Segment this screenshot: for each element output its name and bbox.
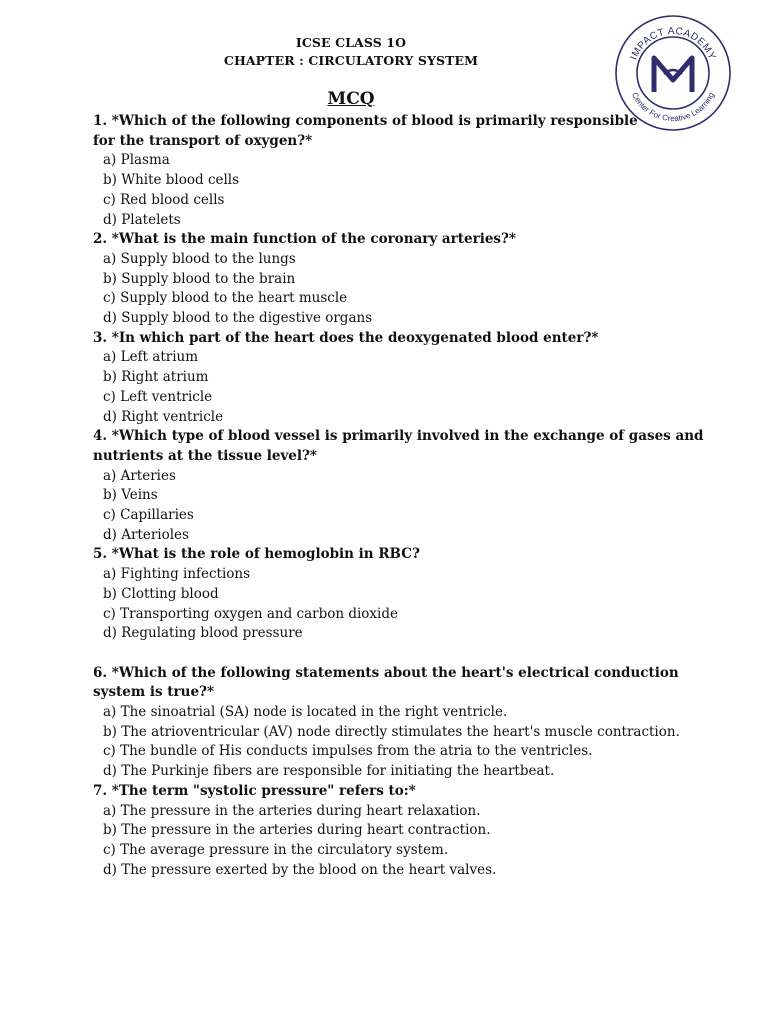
question-block (93, 782, 733, 881)
answer-option: a) The sinoatrial (SA) node is located in the right ventricle. (103, 704, 508, 721)
blank-line (93, 644, 733, 664)
answer-option: b) The pressure in the arteries during heart contraction. (103, 822, 491, 839)
document-header (0, 34, 702, 70)
question-text: 1. *Which of the following components of blood is primarily responsible (93, 113, 638, 129)
answer-option: c) The bundle of His conducts impulses from the atria to the ventricles. (103, 743, 593, 760)
section-title: MCQ (327, 89, 375, 109)
answer-option: c) Red blood cells (103, 191, 225, 208)
logo-top-text: IMPACT ACADEMY (628, 25, 718, 62)
answer-option: c) Supply blood to the heart muscle (103, 290, 348, 307)
question-block (93, 427, 733, 545)
answer-option: a) Fighting infections (103, 566, 251, 583)
question-text: 3. *In which part of the heart does the deoxygenated blood enter?* (93, 329, 599, 346)
question-block (93, 545, 733, 644)
question-text: 2. *What is the main function of the coronary arteries?* (93, 231, 516, 248)
answer-option: a) Supply blood to the lungs (103, 250, 296, 267)
answer-option: c) Transporting oxygen and carbon dioxide (103, 605, 398, 622)
answer-option: b) Clotting blood (103, 585, 219, 602)
answer-option: d) Platelets (103, 211, 181, 228)
answer-option: a) The pressure in the arteries during heart relaxation. (103, 802, 481, 819)
answer-option: a) Plasma (103, 152, 170, 169)
answer-option: d) Right ventricle (103, 408, 224, 425)
answer-option: d) The Purkinje fibers are responsible for initiating the heartbeat. (103, 763, 555, 780)
answer-option: d) Supply blood to the digestive organs (103, 310, 373, 327)
answer-option: a) Left atrium (103, 349, 199, 366)
question-block (93, 112, 733, 230)
answer-option: d) Arterioles (103, 526, 189, 543)
question-block (93, 664, 733, 782)
answer-option: b) Right atrium (103, 369, 209, 386)
answer-option: c) Capillaries (103, 507, 194, 524)
question-text: 5. *What is the role of hemoglobin in RBC? (93, 546, 420, 563)
answer-option: d) The pressure exerted by the blood on the heart valves. (103, 861, 497, 878)
question-block (93, 230, 733, 329)
logo-m-mark (654, 58, 692, 92)
question-text: for the transport of oxygen?* (93, 132, 313, 149)
answer-option: b) Veins (103, 487, 158, 504)
answer-option: b) Supply blood to the brain (103, 270, 296, 287)
question-text: 7. *The term "systolic pressure" refers to:* (93, 782, 416, 799)
question-text: nutrients at the tissue level?* (93, 447, 317, 464)
question-list (93, 112, 733, 880)
answer-option: a) Arteries (103, 467, 176, 484)
chapter-heading: CHAPTER : CIRCULATORY SYSTEM (223, 53, 479, 68)
question-block (93, 329, 733, 428)
answer-option: c) Left ventricle (103, 388, 213, 405)
question-text: 6. *Which of the following statements about the heart's electrical conduction (93, 664, 679, 681)
class-heading: ICSE CLASS 1O (295, 35, 407, 50)
logo-bottom-text: Center For Creative Learning (629, 90, 717, 124)
answer-option: c) The average pressure in the circulatory system. (103, 842, 449, 858)
question-text: 4. *Which type of blood vessel is primarily involved in the exchange of gases and (93, 428, 704, 445)
answer-option: b) The atrioventricular (AV) node directly stimulates the heart's muscle contraction. (103, 723, 680, 740)
answer-option: d) Regulating blood pressure (103, 625, 303, 642)
question-text: system is true?* (93, 684, 215, 701)
answer-option: b) White blood cells (103, 172, 240, 189)
